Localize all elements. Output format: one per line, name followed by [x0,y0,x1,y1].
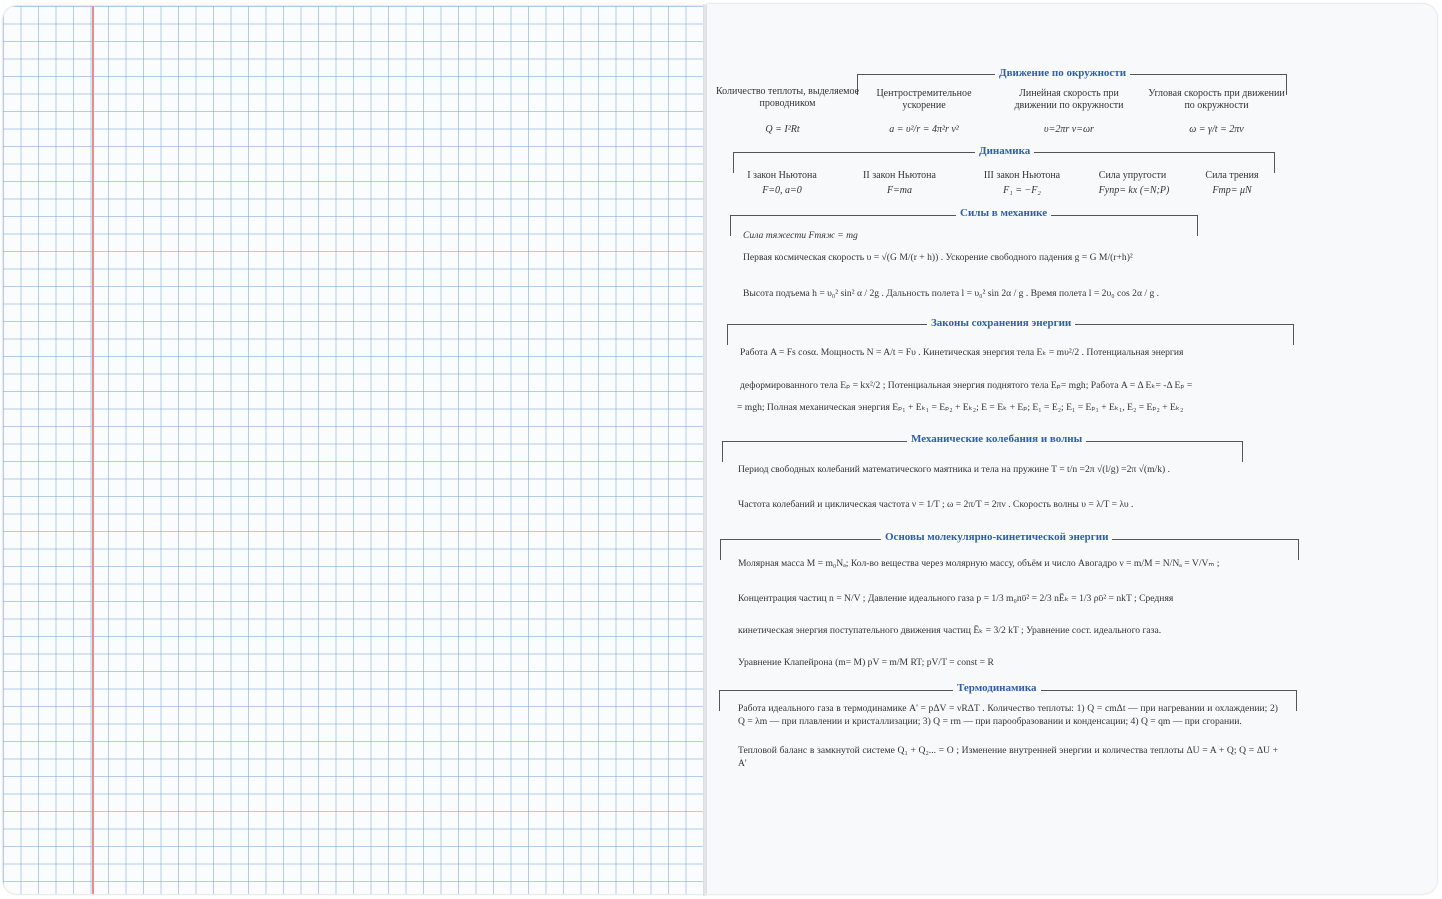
oscillations-section-title: Механические колебания и волны [907,433,1086,445]
mkt-line: Уравнение Клапейрона (m= M) pV = m/M RT; pV/T = const = R [738,657,994,668]
thermo-line: Работа идеального газа в термодинамике A' = pΔV = νRΔT . Количество теплоты: 1) Q = cmΔt — при нагревании и охлаждении; 2) Q = λm — при плавлении и кристаллизации; 3) Q = rm — при парообразовании и конденсации; 4) Q = qm — при сгорании. [738,703,1278,727]
dynamics-item-label: Сила упругости [1098,170,1167,181]
circle-item-label: Количество теплоты, выделяемое проводником [715,86,860,109]
dynamics-item-label: Сила трения [1205,170,1259,181]
dynamics-item-formula: F=ma [886,185,913,196]
dynamics-item-label: II закон Ньютона [863,170,936,181]
mkt-section-title: Основы молекулярно-кинетической энергии [881,531,1112,543]
dynamics-item-formula: Fтр= μN [1212,185,1252,196]
forces-line: Сила тяжести Fтяж = mg [743,230,858,241]
mkt-line: Молярная масса M = m₀Nₐ; Кол-во вещества через молярную массу, объём и число Авогадро ν = m/M = N/Nₐ = V/Vₘ ; [738,558,1220,569]
forces-section-title: Силы в механике [956,207,1051,219]
dynamics-item-formula: Fупр= kx (=N;P) [1098,185,1170,196]
circle-item-formula: υ=2πr ν=ωr [1044,124,1094,135]
circle-item-label: Линейная скорость при движении по окружности [1014,88,1124,111]
formula-reference-page [707,4,1437,894]
oscillations-line: Частота колебаний и циклическая частота ν = 1/T ; ω = 2π/T = 2πν . Скорость волны υ = λ/T = λυ . [738,499,1134,510]
forces-line: Высота подъема h = υ₀² sin² α / 2g . Дальность полета l = υ₀² sin 2α / g . Время полета l = 2υ₀ cos 2α / g . [743,288,1160,299]
circle-item-formula: Q = I²Rt [765,124,800,135]
dynamics-item-label: III закон Ньютона [983,170,1061,181]
margin-line [92,6,94,894]
dynamics-item-label: I закон Ньютона [747,170,817,181]
grid-paper-page [3,6,703,894]
circle-item-formula: ω = γ/t = 2πν [1189,124,1244,135]
dynamics-item-formula: F=0, a=0 [762,185,802,196]
energy-line: деформированного тела Eₚ = kx²/2 ; Потенциальная энергия поднятого тела Eₚ= mgh; Работа A = Δ Eₖ= -Δ Eₚ = [740,380,1193,391]
circle-item-formula: a = υ²/r = 4π²r ν² [889,124,959,135]
forces-line: Первая космическая скорость υ = √(G M/(r + h)) . Ускорение свободного падения g = G M/(r+h)² [743,252,1133,263]
dynamics-item-formula: F₁ = −F₂ [1003,185,1041,196]
circle-item-label: Центростремительное ускорение [876,88,972,111]
circle-section-title: Движение по окружности [995,67,1130,79]
thermo-line: Тепловой баланс в замкнутой системе Q₁ + Q₂... = O ; Изменение внутренней энергии и количества теплоты ΔU = A + Q; Q = ΔU + A' [738,745,1278,769]
thermo-section-title: Термодинамика [953,682,1041,694]
energy-line: = mgh; Полная механическая энергия Eₚ₁ + Eₖ₁ = Eₚ₂ + Eₖ₂; E = Eₖ + Eₚ; E₁ = E₂; E₁ = Eₚ₁ + Eₖ₁, E₂ = Eₚ₂ + Eₖ₂ [737,402,1184,413]
circle-item-label: Угловая скорость при движении по окружности [1148,88,1285,111]
mkt-line: Концентрация частиц n = N/V ; Давление идеального газа p = 1/3 m₀nῡ² = 2/3 nĒₖ = 1/3 ρῡ² = nkT ; Средняя [738,593,1174,604]
energy-line: Работа A = Fs cosα. Мощность N = A/t = Fυ . Кинетическая энергия тела Eₖ = mυ²/2 . Потенциальная энергия [740,347,1184,358]
dynamics-section-title: Динамика [975,145,1034,157]
oscillations-line: Период свободных колебаний математического маятника и тела на пружине T = t/n =2π √(l/g) =2π √(m/k) . [738,464,1171,475]
energy-section-title: Законы сохранения энергии [927,317,1075,329]
mkt-line: кинетическая энергия поступательного движения частиц Ēₖ = 3/2 kT ; Уравнение сост. идеального газа. [738,625,1162,636]
